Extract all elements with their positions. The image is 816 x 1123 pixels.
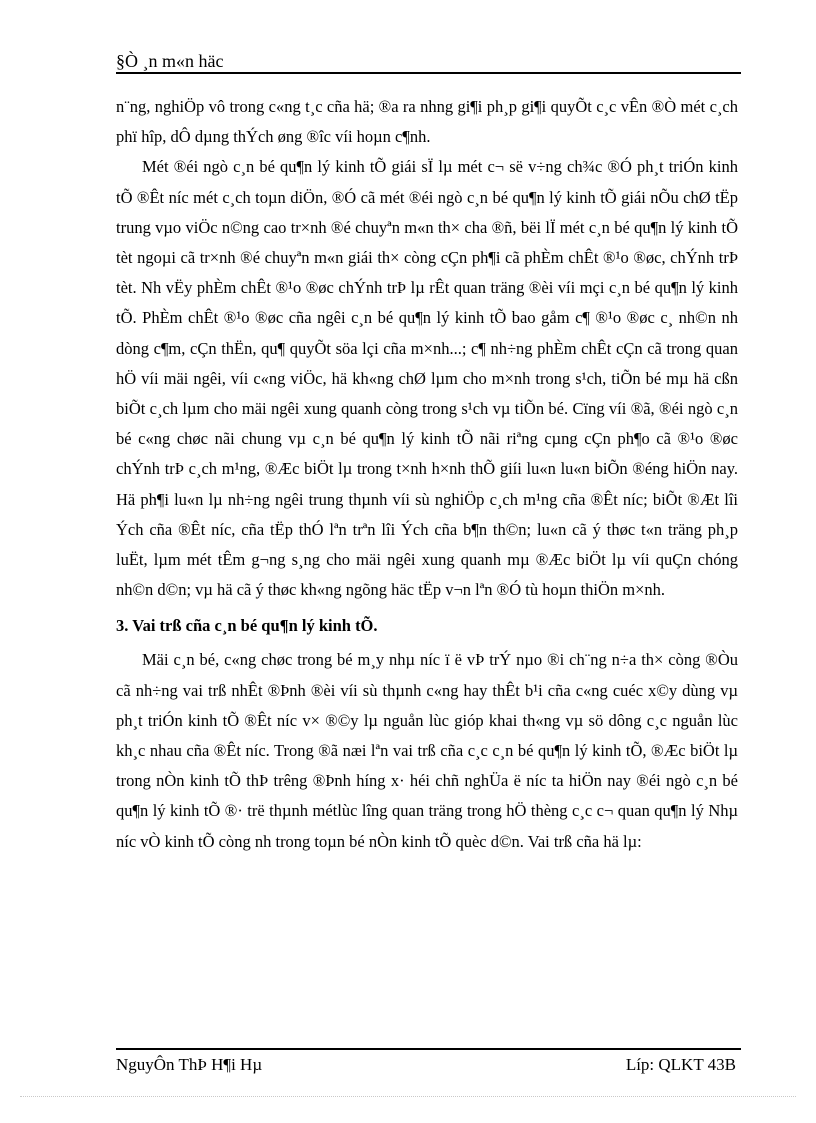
footer-divider (116, 1048, 741, 1050)
header-divider (116, 72, 741, 74)
page-footer (116, 1054, 736, 1076)
footer-author: NguyÔn ThÞ H¶i Hµ (116, 1055, 263, 1074)
paragraph-continuation: n¨ng, nghiÖp vô trong c«ng t¸c cña hä; ®a ra nhng gi¶i ph¸p gi¶i quyÕt c¸c vÊn ®Ò mét c¸ch phï hîp, dÔ dµng thÝch øng ®îc víi hoµn c¶nh. (116, 97, 738, 147)
footer-class: Líp: QLKT 43B (625, 1055, 736, 1074)
page-header (116, 50, 741, 72)
page-edge-divider (20, 1096, 796, 1097)
paragraph-ethics: Mét ®éi ngò c¸n bé qu¶n lý kinh tÕ giái sÏ lµ mét c¬ së v÷ng ch¾c ®Ó ph¸t triÓn kinh tÕ ®Êt níc mét c¸ch toµn diÖn, ®Ó cã mét ®éi ngò c¸n bé qu¶n lý kinh tÕ giái nÕu chØ tËp trung vµo viÖc n©ng cao tr×nh ®é chuyªn m«n th× cha ®ñ, bëi lÏ mét c¸n bé qu¶n lý kinh tÕ tèt ngoµi cã tr×nh ®é chuyªn m«n giái th× còng cÇn ph¶i cã phÈm chÊt ®¹o ®øc, chÝnh trÞ tèt. Nh vËy phÈm chÊt ®¹o ®øc chÝnh trÞ lµ rÊt quan träng ®èi víi mçi c¸n bé qu¶n lý kinh tÕ. PhÈm chÊt ®¹o ®øc cña ngêi c¸n bé qu¶n lý kinh tÕ bao gåm c¶ ®¹o ®øc c¸ nh©n nh dòng c¶m, cÇn thËn, qu¶ quyÕt söa lçi cña m×nh...; c¶ nh÷ng phÈm chÊt cÇn cã trong quan hÖ víi mäi ngêi, víi c«ng viÖc, hä kh«ng chØ lµm cho m×nh trong s¹ch, tiÕn bé mµ hä cßn biÕt c¸ch lµm cho mäi ngêi xung quanh còng trong s¹ch vµ tiÕn bé. Cïng víi ®ã, ®éi ngò c¸n bé c«ng chøc nãi chung vµ c¸n bé qu¶n lý kinh tÕ nãi riªng cµng cÇn ph¶o cã ®¹o ®øc chÝnh trÞ c¸ch m¹ng, ®Æc biÖt lµ trong t×nh h×nh thÕ giíi lu«n lu«n biÕn ®éng hiÖn nay. Hä ph¶i lu«n lµ nh÷ng ngêi trung thµnh víi sù nghiÖp c¸ch m¹ng cña ®Êt níc; biÕt ®Æt lîi Ých cña ®Êt níc, cña tËp thÓ lªn trªn lîi Ých cña b¶n th©n; lu«n cã ý thøc t«n träng ph¸p luËt, lµm mét tÊm g¬ng s¸ng cho mäi ngêi xung quanh mµ ®Æc biÖt lµ víi quÇn chóng nh©n d©n; vµ hä cã ý thøc kh«ng ngõng häc tËp v¬n lªn ®Ó tù hoµn thiÖn m×nh. (116, 157, 738, 600)
paragraph-role: Mäi c¸n bé, c«ng chøc trong bé m¸y nhµ níc ï ë vÞ trÝ nµo ®i ch¨ng n÷a th× còng ®Òu cã nh÷ng vai trß nhÊt ®Þnh ®èi víi sù thµnh c«ng hay thÊt b¹i cña c«ng cuéc x©y dùng vµ ph¸t triÓn kinh tÕ ®Êt níc v× ®©y lµ nguån lùc gióp khai th«ng vµ sö dông c¸c nguån lùc kh¸c nhau cña ®Êt níc. Trong ®ã næi lªn vai trß cña c¸c c¸n bé qu¶n lý kinh tÕ, ®Æc biÖt lµ trong nÒn kinh tÕ thÞ trêng ®Þnh híng x· héi chñ nghÜa ë níc ta hiÖn nay ®éi ngò c¸n bé qu¶n lý kinh tÕ ®· trë thµnh métlùc lîng quan träng trong hÖ thèng c¸c c¬ quan qu¶n lý Nhµ níc vÒ kinh tÕ còng nh trong toµn bé nÒn kinh tÕ quèc d©n. Vai trß cña hä lµ: (116, 650, 738, 851)
document-body (116, 92, 738, 857)
section-heading: 3. Vai trß cña c¸n bé qu¶n lý kinh tÕ. (116, 616, 378, 636)
header-title: §Ò ¸n m«n häc (116, 51, 224, 71)
